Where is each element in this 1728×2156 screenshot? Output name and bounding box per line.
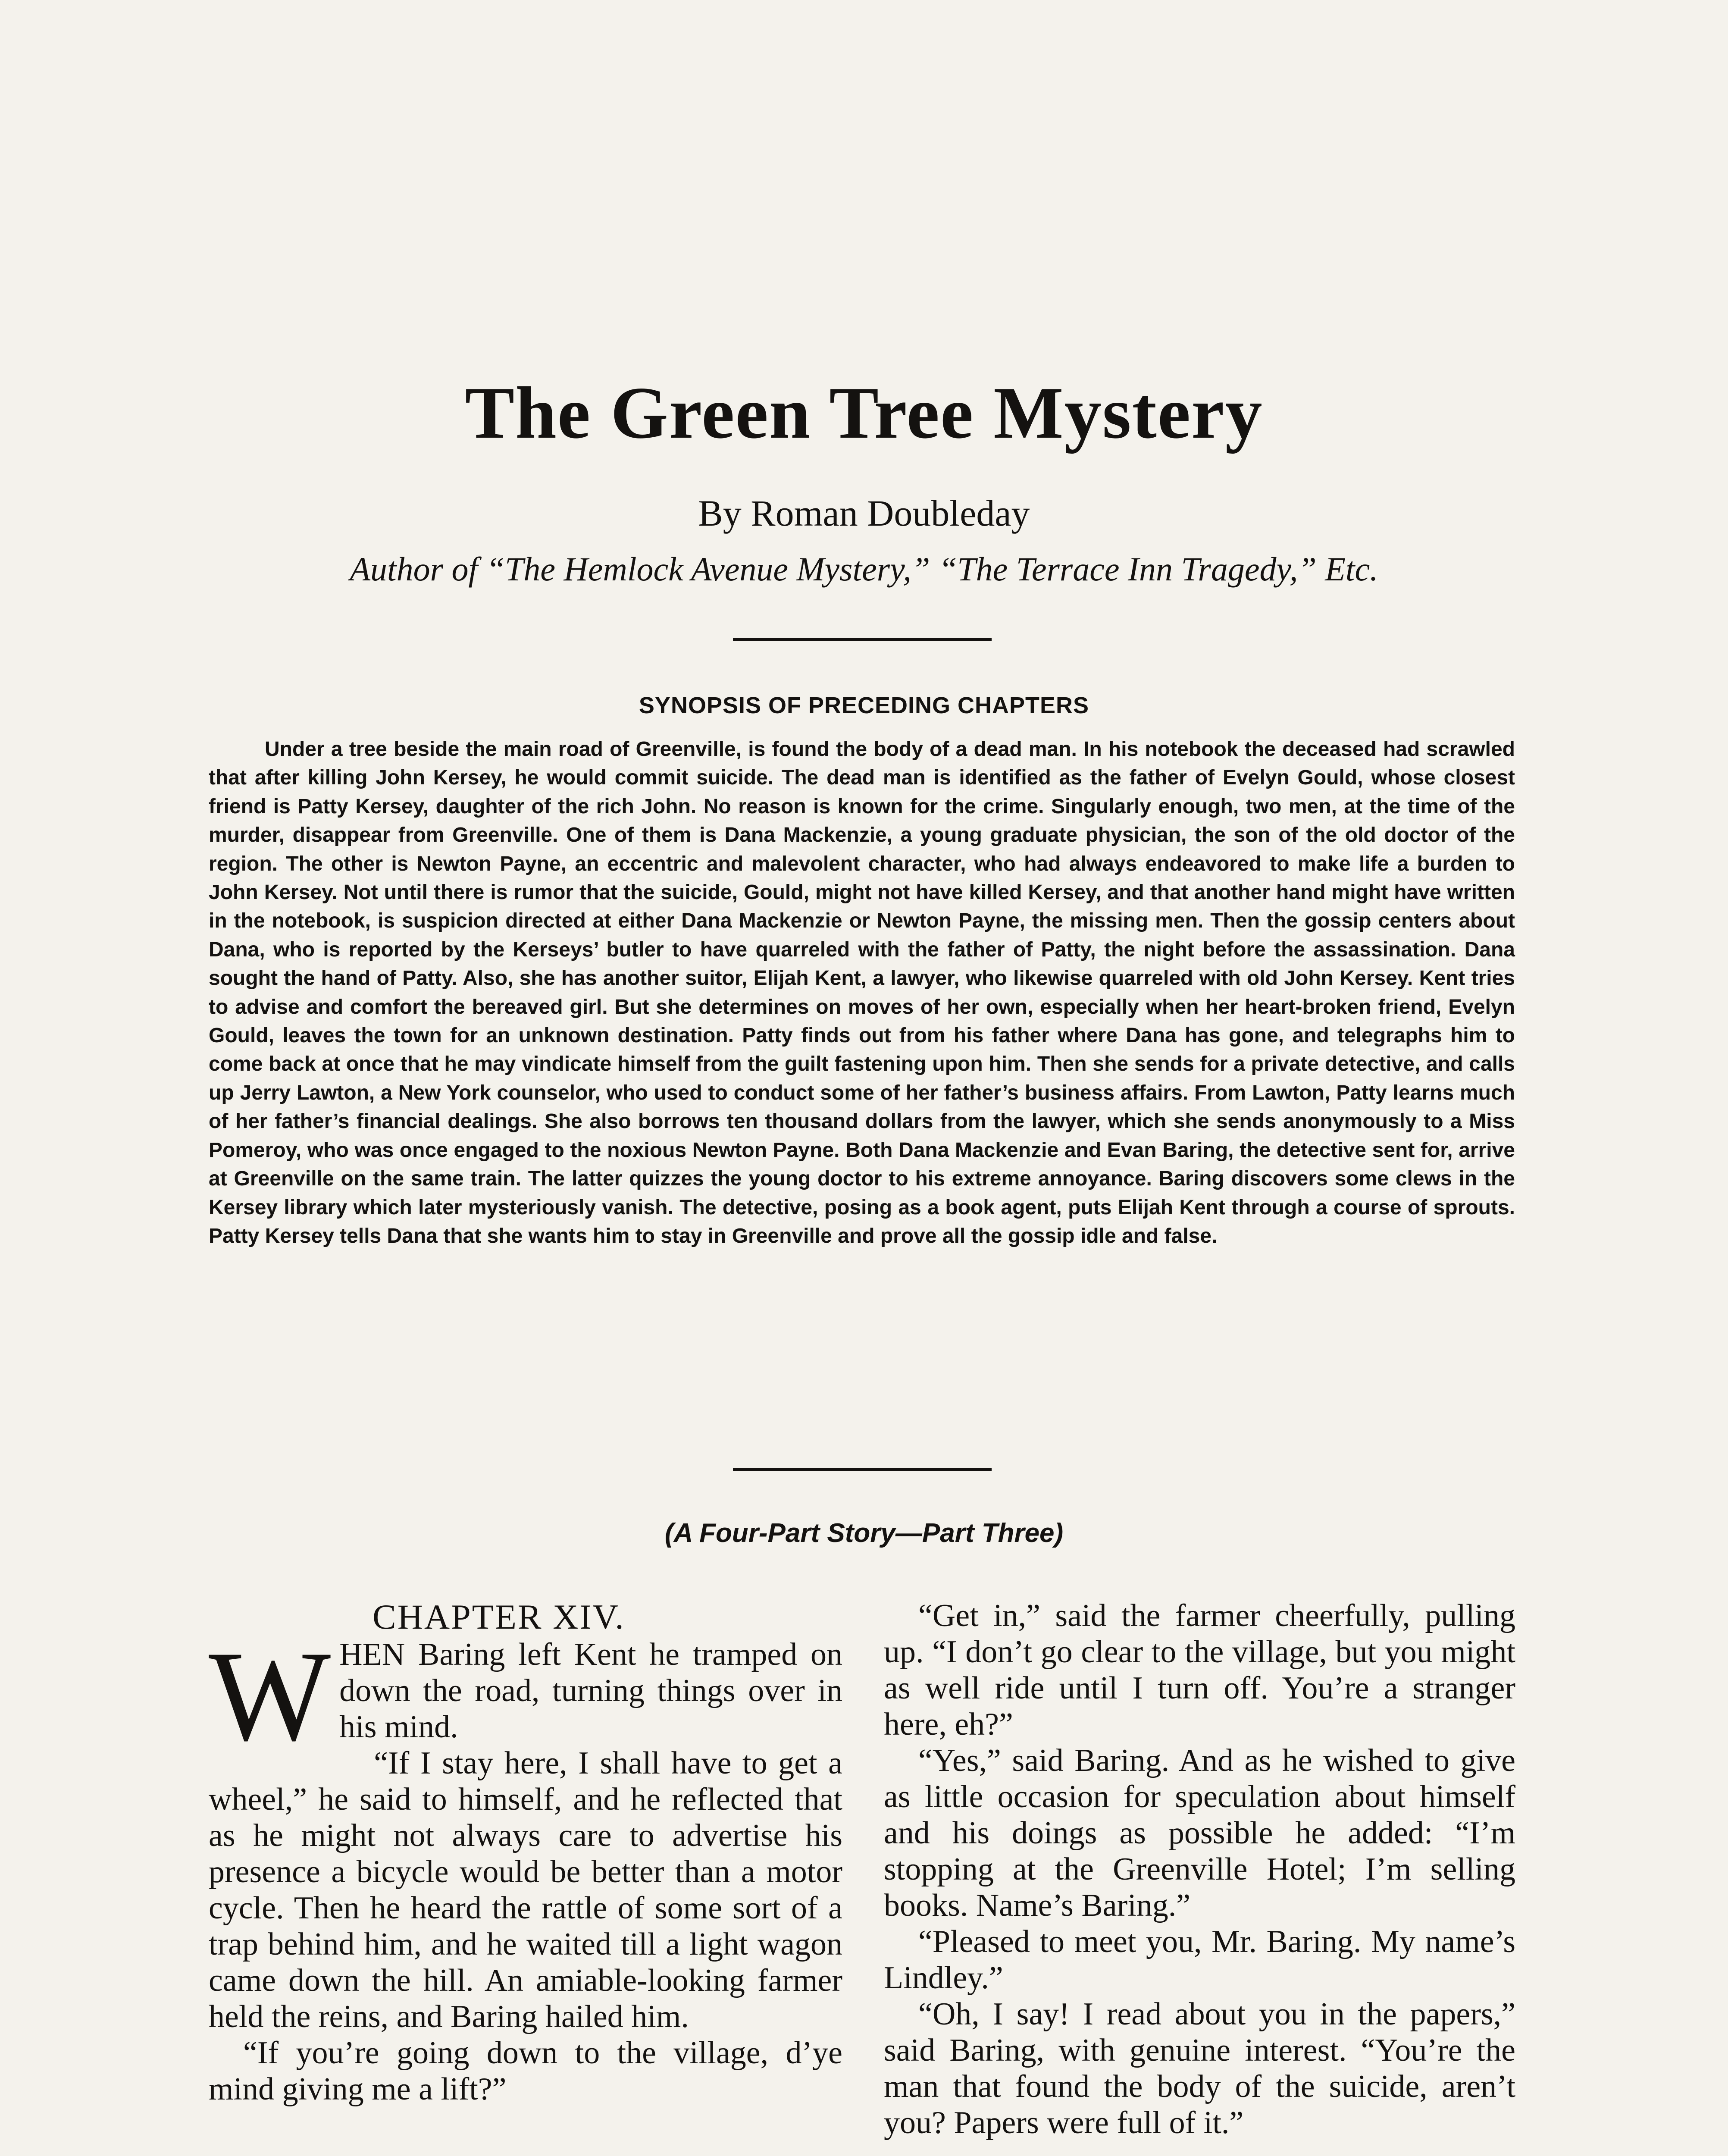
author-credits: Author of “The Hemlock Avenue Mystery,” “The Terrace Inn Tragedy,” Etc. [350,550,1378,588]
synopsis-heading: SYNOPSIS OF PRECEDING CHAPTERS [639,693,1089,718]
story-title: The Green Tree Mystery [465,372,1263,454]
text-column-right [884,1598,1515,2141]
paragraph: “If I stay here, I shall have to get a wheel,” he said to himself, and he reflected that as he might not always care to advertise his presence a bicycle would be better than a motor cycle. Then he heard the rattle of some sort of a trap behind him, and he waited till a light wagon came down the hill. An amiable-looking farmer held the reins, and Baring hailed him. [209,1745,842,2034]
byline: By Roman Doubleday [698,492,1030,534]
paragraph: “If you’re going down to the village, d’ye mind giving me a lift?” [209,2035,842,2107]
text-column-left [209,1598,842,2107]
part-label: (A Four-Part Story—Part Three) [664,1518,1064,1548]
drop-cap: W [209,1624,331,1767]
paragraph: “Pleased to meet you, Mr. Baring. My name’s Lindley.” [884,1924,1515,1996]
opening-paragraph [209,1624,842,1767]
section-divider [733,1468,992,1471]
synopsis-text: Under a tree beside the main road of Greenville, is found the body of a dead man. In his notebook the deceased had scrawled that after killing John Kersey, he would commit suicide. The dead man is identified as the father of Evelyn Gould, whose closest friend is Patty Kersey, daughter of the rich John. No reason is known for the crime. Singularly enough, two men, at the time of the murder, disappear from Greenville. One of them is Dana Mackenzie, a young graduate physician, the son of the old doctor of the region. The other is Newton Payne, an eccentric and malevolent character, who had always endeavored to make life a burden to John Kersey. Not until there is rumor that the suicide, Gould, might not have killed Kersey, and that another hand might have written in the notebook, is suspicion directed at either Dana Mackenzie or Newton Payne, the missing men. Then the gossip centers about Dana, who is reported by the Kerseys’ butler to have quarreled with the father of Patty, the night before the assassination. Dana sought the hand of Patty. Also, she has another suitor, Elijah Kent, a lawyer, who likewise quarreled with old John Kersey. Kent tries to advise and comfort the bereaved girl. But she determines on moves of her own, especially when her heart-broken friend, Evelyn Gould, leaves the town for an unknown destination. Patty finds out from his father where Dana has gone, and telegraphs him to come back at once that he may vindicate himself from the guilt fastening upon him. Then she sends for a private detective, and calls up Jerry Lawton, a New York counselor, who used to conduct some of her father’s business affairs. From Lawton, Patty learns much of her father’s financial dealings. She also borrows ten thousand dollars from the lawyer, which she sends anonymously to a Miss Pomeroy, who was once engaged to the noxious Newton Payne. Both Dana Mackenzie and Evan Baring, the detective sent for, arrive at Greenville on the same train. The latter quizzes the young doctor to his extreme annoyance. Baring discovers some clews in the Kersey library which later mysteriously vanish. The detective, posing as a book agent, puts Elijah Kent through a course of sprouts. Patty Kersey tells Dana that she wants him to stay in Greenville and prove all the gossip idle and false. [209,738,1515,1247]
section-divider [733,638,992,641]
paragraph: “Oh, I say! I read about you in the papers,” said Baring, with genuine interest. “You’re the man that found the body of the suicide, aren’t you? Papers were full of it.” [884,1996,1515,2140]
paragraph: “Yes,” said Baring. And as he wished to give as little occasion for speculation about himself and his doings as possible he added: “I’m stopping at the Greenville Hotel; I’m selling books. Name’s Baring.” [884,1743,1515,1923]
opening-text: HEN Baring left Kent he tramped on down the road, turning things over in his mind. [339,1637,842,1745]
paragraph: “Get in,” said the farmer cheerfully, pulling up. “I don’t go clear to the village, but you might as well ride until I turn off. You’re a stranger here, eh?” [884,1598,1515,1742]
chapter-heading: CHAPTER XIV. [373,1597,625,1636]
